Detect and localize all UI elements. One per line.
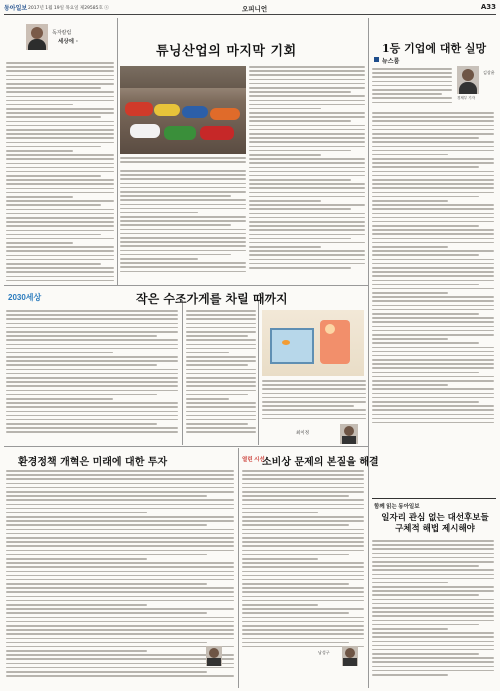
- contributor-photo: [206, 646, 222, 666]
- author-photo: [26, 24, 48, 50]
- newsroom-marker: [374, 57, 379, 62]
- author-kicker: 독자칼럼: [52, 30, 72, 36]
- headline-first-company: 1등 기업에 대한 실망: [382, 42, 487, 55]
- author-byline: 세상에 ·: [58, 39, 78, 45]
- headline-environment-policy: 환경정책 개혁은 미래에 대한 투자: [18, 457, 168, 468]
- contributor2-name: 남성구: [318, 650, 330, 655]
- column3-body-a: [6, 310, 178, 443]
- page-number: A33: [480, 3, 496, 11]
- contributor2-photo: [342, 646, 358, 666]
- open-view-tag: 열린 시선: [242, 457, 265, 463]
- aquarium-illustration: [262, 310, 364, 376]
- photo-caption: [120, 157, 246, 167]
- column3-body-b: [186, 310, 256, 443]
- column1-body-c: [249, 66, 365, 280]
- column2-body-b: [372, 112, 494, 442]
- reporter-name: 김상윤: [483, 70, 495, 75]
- column6-body: [372, 540, 494, 686]
- column4-body: [6, 470, 234, 686]
- column-2030-logo: 2030세상: [8, 293, 42, 302]
- column2-body-a: [372, 68, 452, 108]
- columnist-name: 최이정: [296, 431, 310, 436]
- car-show-photo: [120, 66, 246, 154]
- masthead-logo: 동아일보: [4, 5, 28, 12]
- headline-jobs: 일자리 관심 없는 대선후보들 구체적 해법 제시해야: [381, 513, 489, 534]
- reporter-photo: [457, 66, 479, 94]
- reporter-title: 경제부 기자: [457, 96, 476, 100]
- columnist-photo: [340, 424, 358, 444]
- newsroom-kicker: 뉴스룸: [382, 59, 400, 65]
- section-title: 오피니언: [242, 5, 268, 13]
- issue-date: 2017년 1월 19일 목요일 제29585호 ⓐ: [28, 6, 109, 11]
- page-header: [4, 3, 496, 15]
- headline-tuning: 튜닝산업의 마지막 기회: [156, 44, 297, 59]
- headline-consumer-problem: 소비상 문제의 본질을 해결: [262, 457, 379, 468]
- column3-body-c: [262, 380, 366, 424]
- headline-small-aquarium: 작은 수조가게를 차릴 때까지: [136, 292, 288, 306]
- reader-box-label: 함께 읽는 동아일보: [374, 504, 420, 510]
- column1-body-b: [120, 170, 246, 280]
- column1-body: [6, 62, 114, 282]
